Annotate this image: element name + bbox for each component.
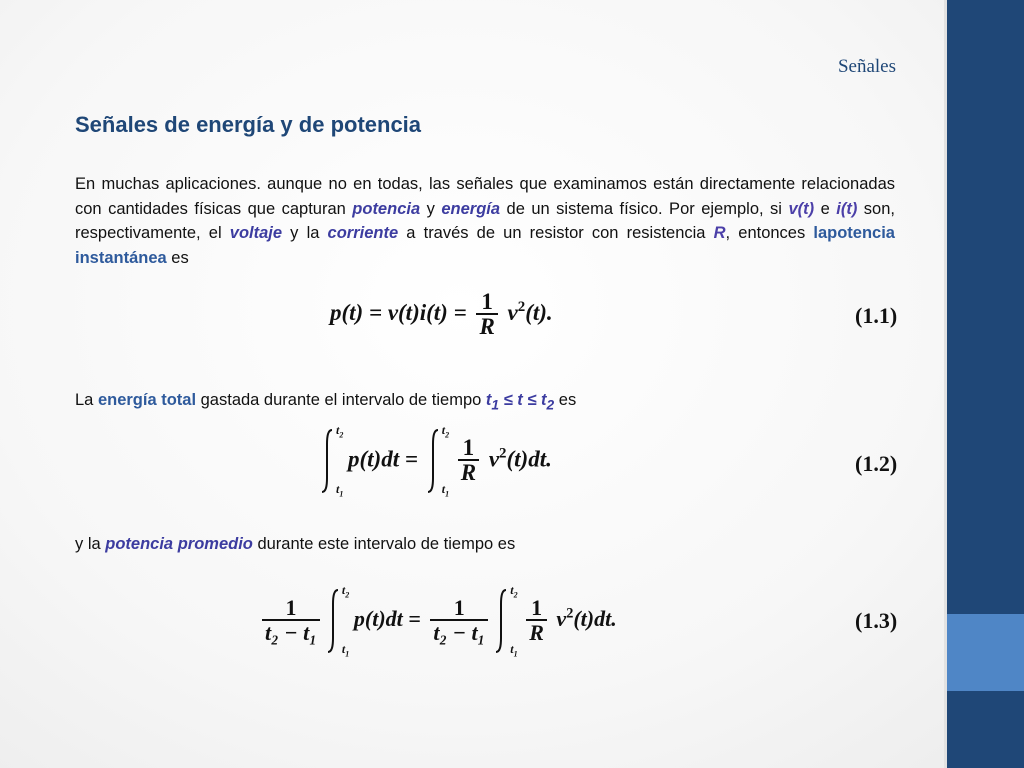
eq3-frac2-num: 1 <box>430 597 488 621</box>
intro-text-9: es <box>166 248 189 267</box>
equation-number-1-3: (1.3) <box>855 608 898 633</box>
intro-text-2: y <box>420 199 442 218</box>
t2-symbol: t <box>541 391 547 409</box>
eq3-lower-limit: $t_1$ <box>341 641 350 658</box>
eq3-fraction-left <box>262 597 320 644</box>
eq2-frac-num: 1 <box>458 436 479 461</box>
keyword-corriente: corriente <box>327 224 399 242</box>
equation-1-1 <box>330 290 553 339</box>
eq3-frac2-den: t₂ − t₁ <box>433 620 486 646</box>
slide-title: Señales de energía y de potencia <box>75 112 422 137</box>
average-power-line <box>75 532 895 557</box>
eq3-lower-limit-rhs: $t_1$ <box>510 641 518 658</box>
eq2-rhs-tail: (t)dt. <box>506 446 552 472</box>
eq2-lower-limit: $t_1$ <box>336 481 344 498</box>
line2-text-2: gastada durante el intervalo de tiempo <box>196 391 486 409</box>
eq3-integrand: p(t)dt = <box>353 606 421 632</box>
intro-text-5: son, respectivamente, el <box>75 199 895 242</box>
sidebar-accent-block <box>947 614 1024 691</box>
intro-paragraph <box>75 172 895 270</box>
eq3-rhs-tail: (t)dt. <box>573 606 617 632</box>
eq1-frac-den: R <box>479 314 495 339</box>
eq2-lower-limit-rhs: $t_1$ <box>441 481 450 498</box>
keyword-potencia-promedio: potencia promedio <box>105 535 253 553</box>
line3-text-2: durante este intervalo de tiempo es <box>252 535 516 553</box>
eq2-rhs-sup: 2 <box>499 445 507 462</box>
line2-text-3: es <box>558 391 577 409</box>
eq3-fraction-R <box>526 597 547 644</box>
eq1-rhs-tail: (t). <box>525 299 553 325</box>
integral-sign <box>324 584 350 658</box>
intro-text-7: a través de un resistor con resistencia <box>398 224 714 242</box>
eq3-rhs-base: v <box>556 606 567 632</box>
integral-sign <box>492 584 518 658</box>
line3-text-1: y la <box>75 535 106 553</box>
line2-text-1: La <box>75 391 98 409</box>
keyword-potencia: potencia <box>352 199 421 218</box>
eq3-frac3-den: R <box>529 620 544 646</box>
section-label: Señales <box>837 56 896 77</box>
interval-relation: ≤ t ≤ <box>499 391 542 409</box>
keyword-energia: energía <box>441 199 501 218</box>
eq2-upper-limit-rhs: $t_2$ <box>441 423 450 440</box>
energy-total-line <box>75 388 895 418</box>
eq2-upper-limit: $t_2$ <box>336 423 344 440</box>
eq1-fraction <box>476 290 497 339</box>
intro-text-4: e <box>814 199 837 218</box>
integral-sign <box>424 424 450 498</box>
equation-1-2 <box>318 424 552 498</box>
eq3-upper-limit: $t_2$ <box>341 583 350 600</box>
eq2-integrand: p(t)dt = <box>348 446 418 472</box>
eq3-fraction-right <box>430 597 488 644</box>
eq1-rhs-sup: 2 <box>517 299 526 316</box>
intro-text-6: y la <box>282 224 328 242</box>
t1-subscript: 1 <box>491 397 500 413</box>
t1-symbol: t <box>485 391 492 409</box>
eq2-frac-den: R <box>460 460 477 486</box>
equation-number-1-2: (1.2) <box>855 451 898 476</box>
eq2-rhs-base: v <box>488 446 500 472</box>
intro-text-1: En muchas aplicaciones. aunque no en todas, las señales que examinamos están directamente relacionadas con cantidades físicas que capturan <box>75 175 895 218</box>
eq3-frac3-num: 1 <box>526 597 547 621</box>
eq1-lhs: p(t) = v(t)i(t) = <box>330 299 467 325</box>
keyword-vt: v(t) <box>788 199 815 218</box>
eq1-rhs-base: v <box>507 299 518 325</box>
eq2-fraction <box>458 436 479 485</box>
equation-1-3 <box>258 584 617 658</box>
equation-number-1-1: (1.1) <box>855 303 898 328</box>
keyword-energia-total: energía total <box>97 391 197 409</box>
keyword-potencia-instantanea: lapotencia instantánea <box>75 224 895 267</box>
eq3-upper-limit-rhs: $t_2$ <box>510 583 518 600</box>
eq3-frac-num: 1 <box>262 597 320 621</box>
eq3-frac-den: t₂ − t₁ <box>265 620 317 646</box>
eq1-frac-num: 1 <box>476 290 497 315</box>
eq3-rhs-sup: 2 <box>566 605 574 622</box>
t2-subscript: 2 <box>546 397 555 413</box>
intro-text-8: , entonces <box>725 224 814 242</box>
intro-text-3: de un sistema físico. Por ejemplo, si <box>500 199 789 218</box>
keyword-voltaje: voltaje <box>229 224 283 242</box>
keyword-it: i(t) <box>836 199 858 218</box>
keyword-R: R <box>713 224 726 242</box>
integral-sign <box>318 424 344 498</box>
